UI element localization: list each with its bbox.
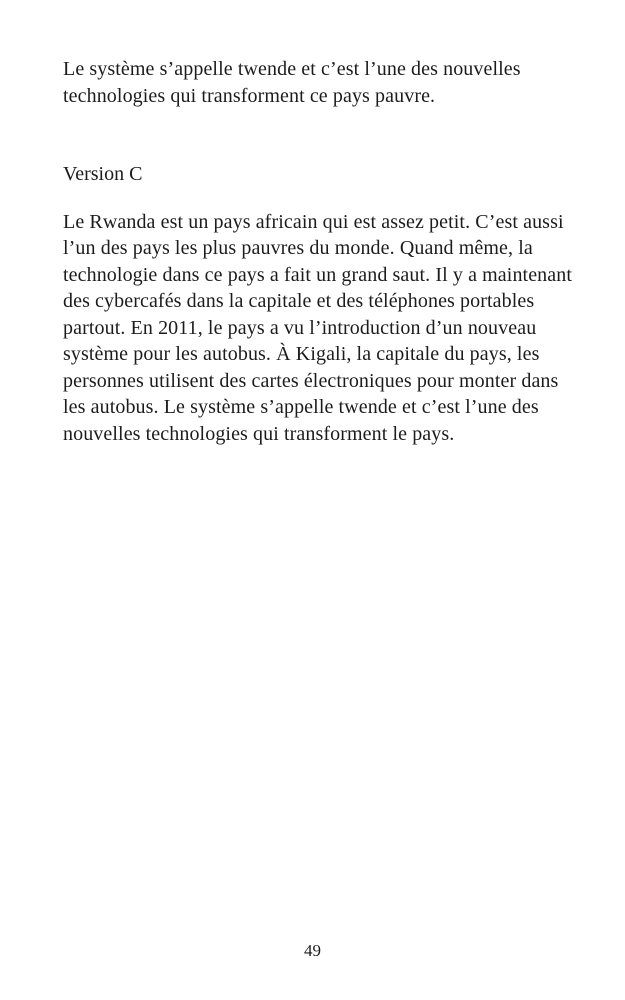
page-footer	[0, 941, 625, 961]
page-number: 49	[304, 941, 321, 960]
section-heading-version-c: Version C	[63, 163, 143, 185]
main-paragraph: Le Rwanda est un pays africain qui est assez petit. C’est aussi l’un des pays les plus pauvres du monde. Quand même, la technologie dans ce pays a fait un grand saut. Il y a maintenant des cybercafés dans la capitale et des téléphones portables partout. En 2011, le pays a vu l’introduction d’un nouveau système pour les autobus. À Kigali, la capitale du pays, les personnes utilisent des cartes électroniques pour monter dans les autobus. Le système s’appelle twende et c’est l’une des nouvelles technologies qui transforment le pays.	[63, 210, 573, 445]
text-block	[63, 56, 573, 447]
intro-paragraph: Le système s’appelle twende et c’est l’une des nouvelles technologies qui transforment ce pays pauvre.	[63, 58, 521, 107]
